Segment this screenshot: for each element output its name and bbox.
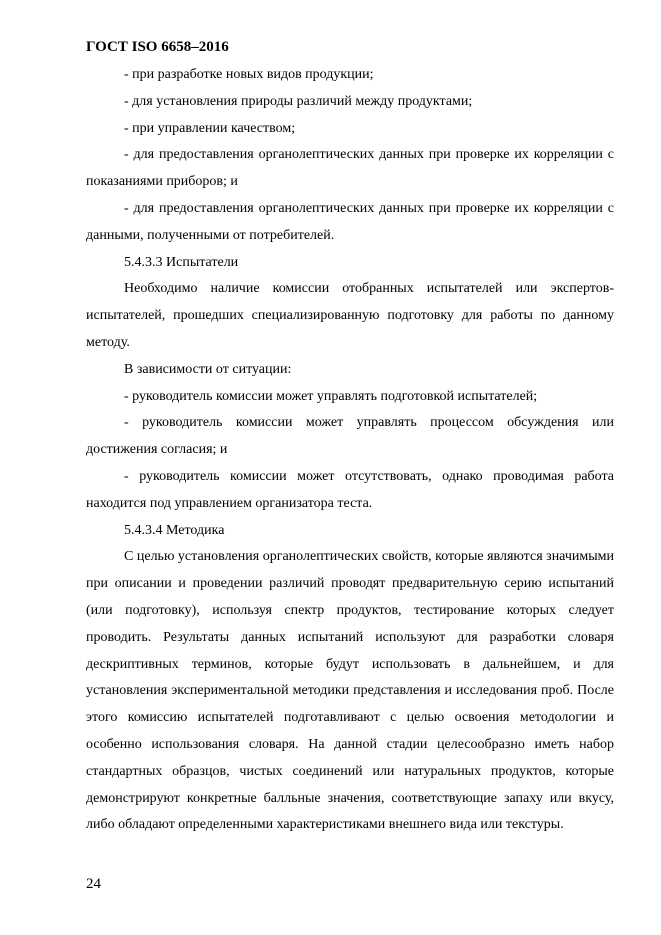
list-item-leader-absent: - руководитель комиссии может отсутствовать, однако проводимая работа находится под управлением организатора теста.: [86, 468, 614, 511]
paragraph-procedure: С целью установления органолептических свойств, которые являются значимыми при описании и проведении различий проводят предварительную серию испытаний (или подготовку), используя спектр продуктов, тестирование которых следует проводить. Результаты данных испытаний используют для разработки словаря дескриптивных терминов, которые будут использовать в дальнейшем, и для установления экспериментальной методики представления и исследования проб. После этого комиссию испытателей подготавливают с целью освоения методологии и особенно использования словаря. На данной стадии целесообразно иметь набор стандартных образцов, чистых соединений или натуральных продуктов, которые демонстрируют конкретные балльные значения, соответствующие запаху или вкусу, либо обладают определенными характеристиками внешнего вида или текстуры.: [86, 549, 614, 833]
list-item-new-products: - при разработке новых видов продукции;: [124, 67, 374, 82]
section-heading-procedure: 5.4.3.4 Методика: [124, 522, 225, 538]
list-item-leader-training: - руководитель комиссии может управлять подготовкой испытателей;: [124, 388, 538, 404]
standard-header: ГОСТ ISO 6658–2016: [86, 39, 229, 55]
paragraph-situation-intro: В зависимости от ситуации:: [124, 361, 292, 377]
list-item-leader-discussion: - руководитель комиссии может управлять процессом обсуждения или достижения согласия; и: [86, 415, 614, 458]
section-heading-assessors: 5.4.3.3 Испытатели: [124, 254, 239, 270]
list-item-quality-control: - при управлении качеством;: [124, 120, 296, 136]
list-item-instrument-correlation: - для предоставления органолептических данных при проверке их корреляции с показаниями приборов; и: [86, 147, 614, 190]
page-number: 24: [86, 876, 101, 892]
paragraph-panel-requirement: Необходимо наличие комиссии отобранных испытателей или экспертов-испытателей, прошедших специализированную подготовку для работы по данному методу.: [86, 281, 614, 350]
list-item-consumer-correlation: - для предоставления органолептических данных при проверке их корреляции с данными, полученными от потребителей.: [86, 200, 614, 243]
list-item-differences: - для установления природы различий между продуктами;: [124, 93, 473, 109]
body-text: [86, 62, 614, 839]
